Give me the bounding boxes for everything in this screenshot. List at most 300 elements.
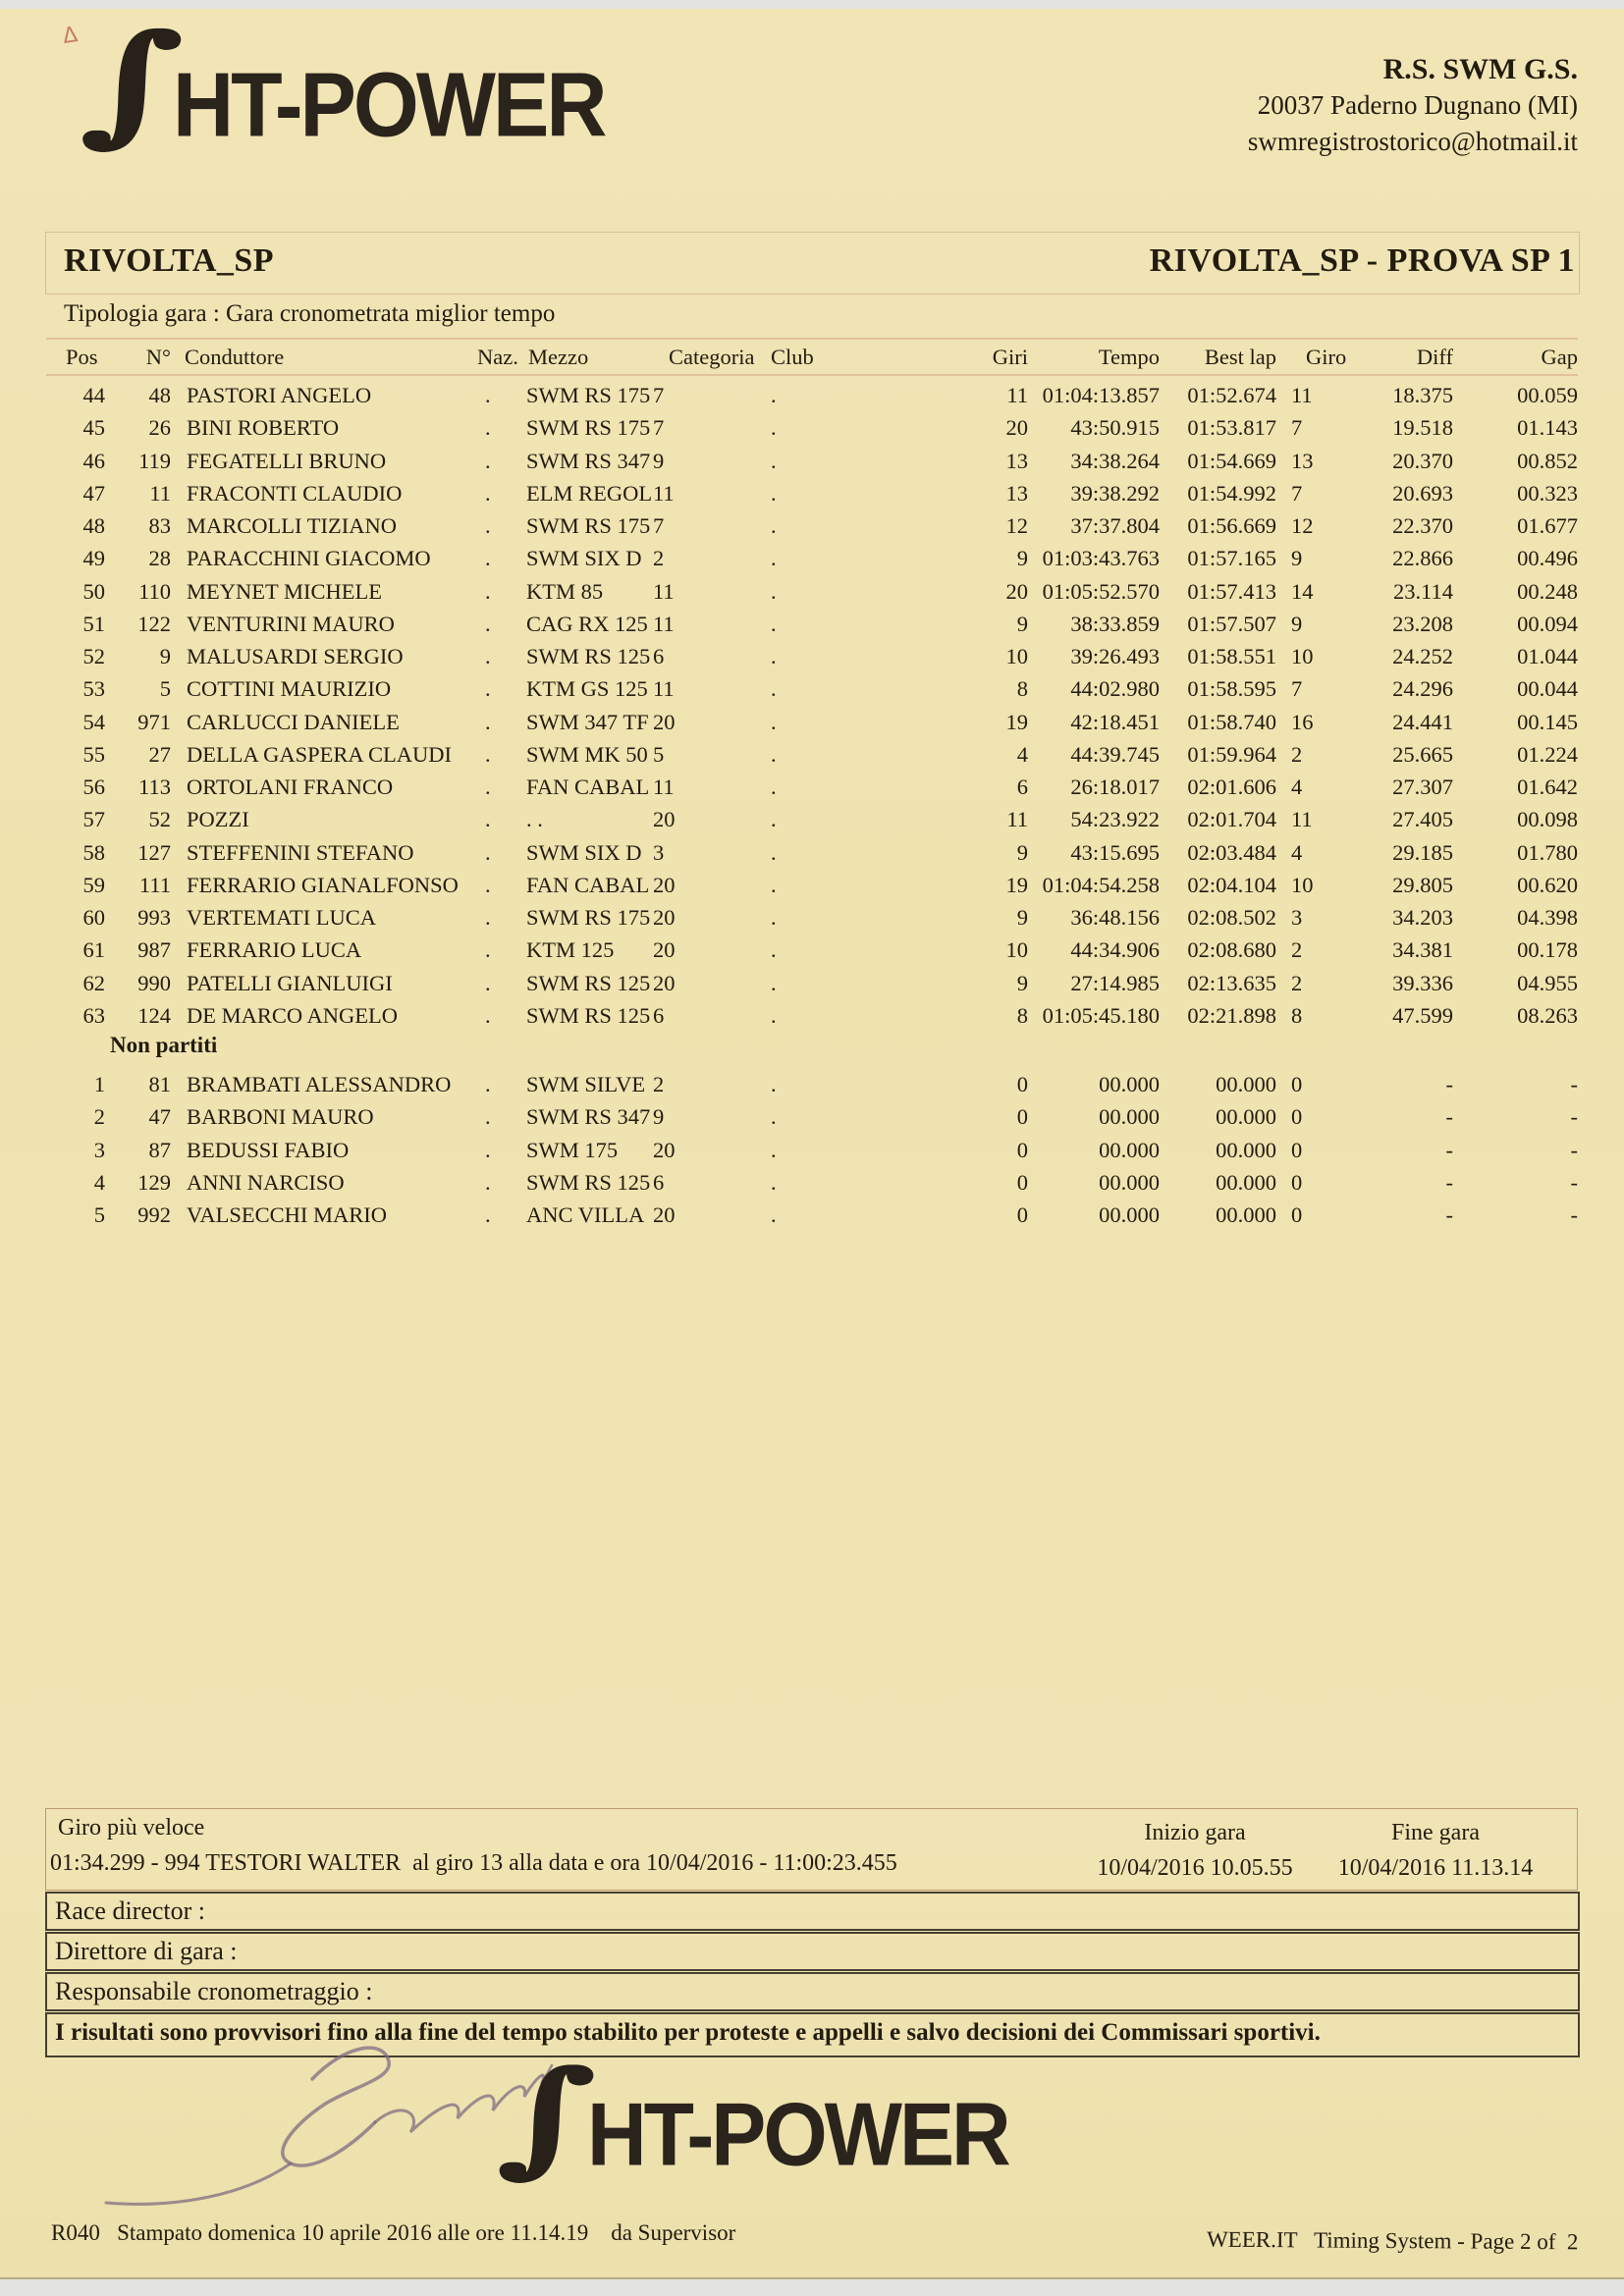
cell-mezzo: SWM MK 50 [526, 741, 648, 767]
cell-giri: 11 [1006, 807, 1028, 832]
cell-naz: . [485, 1072, 491, 1096]
cell-num: 26 [148, 415, 171, 441]
column-header-bestlap: Best lap [1204, 345, 1276, 369]
cell-categoria: 2 [653, 546, 665, 571]
cell-bestlap: 00.000 [1216, 1137, 1276, 1162]
cell-pos: 53 [82, 676, 105, 702]
result-row [46, 803, 1578, 835]
cell-bestlap: 01:52.674 [1187, 383, 1276, 407]
footer-print-info: R040 Stampato domenica 10 aprile 2016 alle ore 11.14.19 da Supervisor [51, 2220, 736, 2245]
cell-conduttore: BARBONI MAURO [187, 1104, 374, 1130]
session-title: RIVOLTA_SP - PROVA SP 1 [1149, 242, 1575, 279]
cell-bestlap: 01:58.551 [1187, 644, 1276, 668]
race-director-box [45, 1892, 1580, 1931]
column-header-gap: Gap [1541, 345, 1578, 369]
cell-num: 48 [148, 383, 171, 407]
fastest-lap-detail: 01:34.299 - 994 TESTORI WALTER al giro 13 alla data e ora 10/04/2016 - 11:00:23.455 [50, 1850, 897, 1876]
cell-num: 113 [138, 774, 171, 799]
cell-categoria: 11 [653, 611, 675, 636]
cell-conduttore: MARCOLLI TIZIANO [187, 513, 397, 538]
cell-pos: 62 [82, 970, 105, 995]
cell-mezzo: ANC VILLA [526, 1202, 645, 1227]
fastest-lap-box [45, 1808, 1578, 1891]
cell-diff: 34.381 [1392, 937, 1453, 963]
cell-categoria: 6 [653, 1002, 665, 1028]
cell-conduttore: FERRARIO GIANALFONSO [187, 872, 459, 897]
cell-pos: 52 [82, 644, 105, 668]
cell-mezzo: SWM RS 125 [526, 1169, 651, 1195]
cell-club: . [771, 578, 777, 604]
cell-tempo: 00.000 [1099, 1104, 1160, 1130]
cell-giri: 20 [1005, 415, 1028, 441]
cell-bestlap: 02:08.502 [1187, 905, 1276, 930]
cell-bestlap: 02:21.898 [1187, 1002, 1276, 1028]
cell-tempo: 44:02.980 [1070, 676, 1160, 702]
cell-num: 129 [137, 1169, 171, 1195]
cell-bestlap: 01:58.740 [1187, 709, 1276, 734]
cell-mezzo: KTM GS 125 [526, 676, 648, 702]
cell-giri: 8 [1016, 676, 1028, 702]
cell-club: . [771, 807, 777, 832]
cell-naz: . [485, 709, 491, 734]
cell-categoria: 20 [653, 1202, 676, 1227]
responsabile-label: Responsabile cronometraggio : [55, 1977, 373, 2005]
cell-tempo: 37:37.804 [1070, 513, 1160, 538]
cell-tempo: 54:23.922 [1070, 807, 1160, 832]
cell-mezzo: SWM RS 175 [526, 513, 651, 538]
cell-num: 124 [137, 1002, 171, 1028]
result-row [46, 869, 1578, 901]
cell-naz: . [485, 480, 491, 506]
cell-conduttore: FERRARIO LUCA [187, 937, 362, 963]
cell-gap: 00.044 [1517, 676, 1578, 702]
title-band [45, 232, 1580, 294]
cell-giri: 9 [1016, 905, 1028, 930]
cell-categoria: 20 [653, 709, 676, 734]
cell-tempo: 00.000 [1099, 1137, 1160, 1162]
cell-bestlap: 01:58.595 [1187, 676, 1276, 702]
cell-categoria: 9 [653, 448, 665, 473]
cell-categoria: 20 [653, 937, 676, 963]
cell-mezzo: . . [526, 807, 543, 832]
cell-categoria: 2 [653, 1072, 665, 1096]
organisation-email: swmregistrostorico@hotmail.it [1247, 127, 1578, 156]
cell-tempo: 44:39.745 [1070, 741, 1160, 767]
cell-diff: - [1445, 1202, 1453, 1227]
cell-categoria: 5 [653, 741, 665, 767]
cell-club: . [771, 415, 777, 441]
cell-conduttore: CARLUCCI DANIELE [187, 709, 400, 734]
cell-mezzo: SWM RS 347 [526, 1104, 651, 1130]
cell-bestlap: 01:57.507 [1187, 611, 1276, 636]
cell-naz: . [485, 1002, 491, 1028]
cell-num: 52 [148, 807, 171, 832]
cell-diff: 27.307 [1392, 774, 1453, 799]
cell-gap: 01.224 [1517, 741, 1578, 767]
cell-diff: 20.370 [1392, 448, 1453, 473]
cell-naz: . [485, 1202, 491, 1227]
cell-num: 5 [159, 676, 171, 702]
results-rows [46, 379, 1578, 1032]
cell-mezzo: SWM RS 125 [526, 970, 651, 995]
cell-bestlap: 01:53.817 [1187, 415, 1276, 441]
cell-naz: . [485, 905, 491, 930]
cell-diff: 24.441 [1392, 709, 1453, 734]
cell-tempo: 39:26.493 [1070, 644, 1160, 668]
cell-gap: - [1570, 1072, 1578, 1096]
cell-num: 87 [148, 1137, 171, 1162]
cell-categoria: 3 [653, 839, 665, 865]
cell-conduttore: PATELLI GIANLUIGI [187, 970, 393, 995]
cell-bestlap: 02:03.484 [1187, 839, 1276, 865]
event-title: RIVOLTA_SP [64, 242, 275, 279]
cell-bestlap: 02:01.606 [1187, 774, 1276, 799]
cell-categoria: 20 [653, 1137, 676, 1162]
cell-giro: 10 [1291, 872, 1314, 897]
cell-num: 110 [138, 578, 171, 604]
cell-conduttore: DELLA GASPERA CLAUDI [187, 741, 453, 767]
cell-num: 987 [137, 937, 171, 963]
cell-conduttore: DE MARCO ANGELO [187, 1002, 399, 1028]
cell-gap: 00.248 [1517, 578, 1578, 604]
cell-categoria: 20 [653, 905, 676, 930]
cell-mezzo: FAN CABAL [526, 872, 650, 897]
cell-naz: . [485, 611, 491, 636]
cell-tempo: 44:34.906 [1070, 937, 1160, 963]
cell-num: 81 [148, 1072, 171, 1096]
cell-tempo: 26:18.017 [1070, 774, 1160, 799]
cell-pos: 47 [82, 480, 105, 506]
cell-gap: 00.145 [1517, 709, 1578, 734]
cell-categoria: 20 [653, 970, 676, 995]
cell-mezzo: SWM RS 125 [526, 644, 651, 668]
cell-num: 119 [138, 448, 171, 473]
cell-num: 127 [137, 839, 171, 865]
cell-pos: 48 [82, 513, 105, 538]
cell-diff: 47.599 [1392, 1002, 1453, 1028]
cell-bestlap: 01:54.669 [1187, 448, 1276, 473]
cell-naz: . [485, 383, 491, 407]
cell-naz: . [485, 1104, 491, 1130]
cell-tempo: 43:15.695 [1070, 839, 1160, 865]
column-header-diff: Diff [1416, 345, 1453, 369]
cell-categoria: 11 [653, 774, 675, 799]
cell-tempo: 01:04:13.857 [1042, 383, 1160, 407]
column-header-num: N° [145, 345, 171, 369]
cell-diff: 23.208 [1392, 611, 1453, 636]
cell-giri: 13 [1005, 480, 1028, 506]
result-row [46, 836, 1578, 869]
fastest-lap-label: Giro più veloce [58, 1815, 205, 1841]
cell-giro: 3 [1291, 905, 1303, 930]
cell-pos: 56 [82, 774, 105, 799]
cell-conduttore: BEDUSSI FABIO [187, 1137, 350, 1162]
cell-giri: 0 [1016, 1137, 1028, 1162]
column-header-tempo: Tempo [1098, 345, 1160, 369]
cell-diff: 39.336 [1392, 970, 1453, 995]
cell-giro: 13 [1291, 448, 1314, 473]
cell-pos: 54 [82, 709, 105, 734]
cell-club: . [771, 676, 777, 702]
logo-integral-icon: ∫ [81, 6, 183, 158]
cell-pos: 63 [82, 1002, 105, 1028]
cell-giro: 4 [1291, 774, 1303, 799]
cell-club: . [771, 1169, 777, 1195]
cell-mezzo: SWM RS 175 [526, 905, 651, 930]
cell-conduttore: PARACCHINI GIACOMO [187, 546, 431, 571]
cell-naz: . [485, 937, 491, 963]
horizontal-rule [46, 338, 1578, 340]
cell-gap: - [1570, 1137, 1578, 1162]
column-header-pos: Pos [66, 345, 98, 369]
cell-pos: 61 [82, 937, 105, 963]
cell-pos: 1 [93, 1072, 105, 1096]
cell-club: . [771, 513, 777, 538]
logo-wordmark: HT-POWER [587, 2084, 1008, 2184]
cell-giri: 19 [1005, 872, 1028, 897]
result-row [46, 509, 1578, 542]
cell-mezzo: ELM REGOL [526, 480, 653, 506]
result-row [46, 934, 1578, 966]
cell-diff: 20.693 [1392, 480, 1453, 506]
cell-club: . [771, 448, 777, 473]
cell-naz: . [485, 774, 491, 799]
cell-giri: 20 [1005, 578, 1028, 604]
cell-club: . [771, 741, 777, 767]
cell-giri: 13 [1005, 448, 1028, 473]
cell-naz: . [485, 676, 491, 702]
cell-gap: 00.852 [1517, 448, 1578, 473]
cell-club: . [771, 546, 777, 571]
cell-naz: . [485, 1169, 491, 1195]
cell-club: . [771, 709, 777, 734]
cell-diff: - [1445, 1072, 1453, 1096]
cell-pos: 58 [82, 839, 105, 865]
cell-gap: 00.496 [1517, 546, 1578, 571]
cell-club: . [771, 1137, 777, 1162]
cell-bestlap: 02:13.635 [1187, 970, 1276, 995]
cell-diff: 18.375 [1392, 383, 1453, 407]
cell-pos: 45 [82, 415, 105, 441]
cell-conduttore: FRACONTI CLAUDIO [187, 480, 403, 506]
cell-categoria: 7 [653, 383, 665, 407]
cell-bestlap: 02:01.704 [1187, 807, 1276, 832]
cell-giri: 10 [1005, 937, 1028, 963]
cell-diff: 29.805 [1392, 872, 1453, 897]
cell-giro: 0 [1291, 1072, 1303, 1096]
cell-bestlap: 01:57.413 [1187, 578, 1276, 604]
cell-bestlap: 01:59.964 [1187, 741, 1276, 767]
cell-diff: 27.405 [1392, 807, 1453, 832]
cell-diff: 22.370 [1392, 513, 1453, 538]
cell-mezzo: SWM RS 175 [526, 415, 651, 441]
cell-giro: 0 [1291, 1169, 1303, 1195]
cell-naz: . [485, 415, 491, 441]
cell-naz: . [485, 448, 491, 473]
cell-giro: 11 [1291, 383, 1313, 407]
non-partiti-row [46, 1100, 1578, 1133]
race-end-value: 10/04/2016 11.13.14 [1337, 1855, 1534, 1881]
cell-conduttore: FEGATELLI BRUNO [187, 448, 387, 473]
cell-mezzo: SWM SILVE [526, 1072, 646, 1096]
cell-conduttore: VENTURINI MAURO [187, 611, 395, 636]
result-row [46, 379, 1578, 411]
cell-mezzo: SWM RS 125 [526, 1002, 651, 1028]
cell-club: . [771, 1072, 777, 1096]
table-header-row [46, 344, 1578, 371]
cell-tempo: 39:38.292 [1070, 480, 1160, 506]
cell-pos: 55 [82, 741, 105, 767]
cell-giro: 0 [1291, 1137, 1303, 1162]
cell-num: 993 [137, 905, 171, 930]
cell-naz: . [485, 970, 491, 995]
cell-mezzo: SWM SIX D [526, 546, 642, 571]
cell-num: 992 [137, 1202, 171, 1227]
cell-tempo: 01:03:43.763 [1042, 546, 1160, 571]
cell-tempo: 43:50.915 [1070, 415, 1160, 441]
cell-gap: 01.642 [1517, 774, 1578, 799]
responsabile-box [45, 1972, 1580, 2011]
cell-categoria: 20 [653, 872, 676, 897]
cell-giri: 6 [1016, 774, 1028, 799]
cell-naz: . [485, 872, 491, 897]
non-partiti-label: Non partiti [110, 1033, 218, 1057]
result-row [46, 411, 1578, 444]
cell-giri: 0 [1016, 1072, 1028, 1096]
cell-conduttore: STEFFENINI STEFANO [187, 839, 414, 865]
cell-num: 971 [137, 709, 171, 734]
column-header-giro: Giro [1306, 345, 1347, 369]
cell-gap: 01.780 [1517, 839, 1578, 865]
cell-giri: 9 [1016, 839, 1028, 865]
cell-bestlap: 00.000 [1216, 1169, 1276, 1195]
cell-tempo: 36:48.156 [1070, 905, 1160, 930]
cell-diff: 29.185 [1392, 839, 1453, 865]
cell-categoria: 11 [653, 480, 675, 506]
result-row [46, 901, 1578, 934]
cell-mezzo: CAG RX 125 [526, 611, 648, 636]
cell-naz: . [485, 644, 491, 668]
cell-num: 27 [148, 741, 171, 767]
cell-gap: 00.098 [1517, 807, 1578, 832]
cell-club: . [771, 839, 777, 865]
cell-pos: 44 [82, 383, 105, 407]
cell-mezzo: KTM 85 [526, 578, 604, 604]
cell-categoria: 7 [653, 415, 665, 441]
cell-gap: 00.094 [1517, 611, 1578, 636]
cell-tempo: 01:05:45.180 [1042, 1002, 1160, 1028]
cell-gap: 04.955 [1517, 970, 1578, 995]
cell-giro: 10 [1291, 644, 1314, 668]
cell-gap: 01.044 [1517, 644, 1578, 668]
cell-num: 111 [138, 872, 171, 897]
cell-conduttore: MALUSARDI SERGIO [187, 644, 404, 668]
cell-giro: 8 [1291, 1002, 1303, 1028]
cell-pos: 3 [93, 1137, 105, 1162]
logo-integral-icon: ∫ [498, 2043, 595, 2188]
cell-pos: 50 [82, 578, 105, 604]
cell-naz: . [485, 839, 491, 865]
cell-mezzo: KTM 125 [526, 937, 615, 963]
cell-conduttore: VERTEMATI LUCA [187, 905, 377, 930]
result-row [46, 738, 1578, 771]
cell-bestlap: 01:57.165 [1187, 546, 1276, 571]
non-partiti-row [46, 1068, 1578, 1100]
cell-num: 47 [148, 1104, 171, 1130]
cell-giri: 0 [1016, 1202, 1028, 1227]
non-partiti-rows [46, 1068, 1578, 1231]
cell-tempo: 00.000 [1099, 1072, 1160, 1096]
cell-giri: 9 [1016, 970, 1028, 995]
cell-giri: 0 [1016, 1104, 1028, 1130]
cell-naz: . [485, 807, 491, 832]
cell-giri: 4 [1016, 741, 1028, 767]
cell-tempo: 38:33.859 [1070, 611, 1160, 636]
cell-giro: 7 [1291, 676, 1303, 702]
cell-conduttore: ANNI NARCISO [187, 1169, 345, 1195]
cell-giro: 0 [1291, 1104, 1303, 1130]
cell-mezzo: SWM SIX D [526, 839, 642, 865]
cell-num: 9 [159, 644, 171, 668]
cell-gap: 00.059 [1517, 383, 1578, 407]
result-row [46, 445, 1578, 477]
cell-giri: 9 [1016, 546, 1028, 571]
result-row [46, 477, 1578, 509]
cell-giro: 9 [1291, 611, 1303, 636]
cell-categoria: 6 [653, 1169, 665, 1195]
cell-giri: 12 [1005, 513, 1028, 538]
cell-num: 990 [137, 970, 171, 995]
organisation-name: R.S. SWM G.S. [1382, 53, 1578, 85]
cell-diff: 23.114 [1392, 578, 1453, 604]
cell-club: . [771, 1002, 777, 1028]
result-row [46, 608, 1578, 640]
cell-categoria: 20 [653, 807, 676, 832]
cell-naz: . [485, 513, 491, 538]
pen-corner-mark: Δ [61, 23, 80, 49]
column-header-naz: Naz. [477, 345, 518, 369]
cell-bestlap: 00.000 [1216, 1104, 1276, 1130]
cell-pos: 59 [82, 872, 105, 897]
cell-giro: 9 [1291, 546, 1303, 571]
cell-tempo: 00.000 [1099, 1202, 1160, 1227]
cell-club: . [771, 970, 777, 995]
cell-tempo: 01:04:54.258 [1042, 872, 1160, 897]
cell-giri: 19 [1005, 709, 1028, 734]
cell-club: . [771, 1104, 777, 1130]
cell-club: . [771, 480, 777, 506]
cell-num: 83 [148, 513, 171, 538]
cell-gap: - [1570, 1169, 1578, 1195]
race-end-label: Fine gara [1391, 1820, 1480, 1845]
cell-diff: - [1445, 1169, 1453, 1195]
paper-bottom-edge [0, 2277, 1624, 2279]
non-partiti-row [46, 1166, 1578, 1199]
cell-bestlap: 00.000 [1216, 1072, 1276, 1096]
cell-club: . [771, 905, 777, 930]
cell-gap: 01.143 [1517, 415, 1578, 441]
cell-categoria: 7 [653, 513, 665, 538]
cell-gap: 04.398 [1517, 905, 1578, 930]
cell-conduttore: BRAMBATI ALESSANDRO [187, 1072, 452, 1096]
cell-giri: 0 [1016, 1169, 1028, 1195]
cell-club: . [771, 611, 777, 636]
logo-wordmark: HT-POWER [173, 54, 605, 156]
cell-diff: 24.296 [1392, 676, 1453, 702]
cell-giro: 7 [1291, 415, 1303, 441]
cell-tempo: 27:14.985 [1070, 970, 1160, 995]
cell-gap: - [1570, 1104, 1578, 1130]
